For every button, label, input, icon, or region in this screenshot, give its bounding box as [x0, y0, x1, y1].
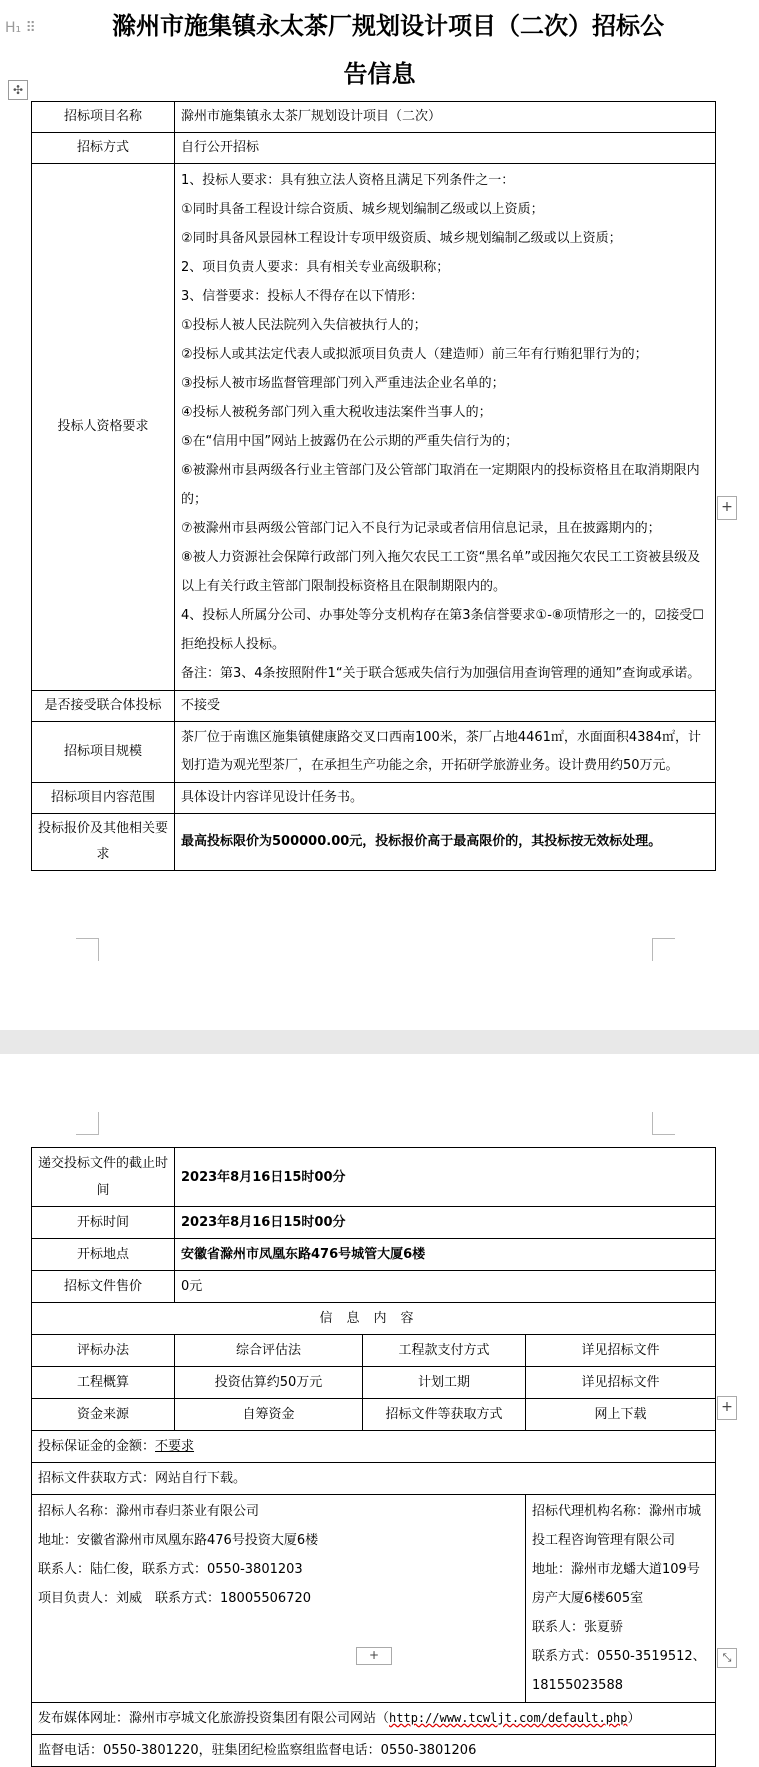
grid-cell: 投资估算约50万元 — [175, 1367, 363, 1399]
table-row — [32, 691, 716, 722]
tenderer-line: 项目负责人：刘威 联系方式：18005506720 — [38, 1591, 311, 1606]
media-row — [32, 1703, 716, 1735]
table-row — [32, 1703, 716, 1735]
media-label: 发布媒体网址：滁州市亭城文化旅游投资集团有限公司网站（ — [38, 1711, 390, 1726]
media-url-link[interactable]: http://www.tcwljt.com/default.php — [389, 1711, 628, 1725]
grid-cell: 自筹资金 — [175, 1399, 363, 1431]
table-row — [32, 722, 716, 783]
open-time-label: 开标时间 — [32, 1207, 175, 1239]
tenderer-line: 联系人：陆仁俊，联系方式：0550-3801203 — [38, 1562, 303, 1577]
qualification-line: 1、投标人要求：具有独立法人资格且满足下列条件之一： — [181, 173, 515, 188]
tenderer-info — [32, 1495, 526, 1703]
qualification-value — [175, 164, 716, 691]
tenderer-line: 招标人名称：滁州市春归茶业有限公司 — [38, 1504, 260, 1519]
doc-access-row: 招标文件获取方式：网站自行下载。 — [32, 1463, 716, 1495]
table-row — [32, 1735, 716, 1767]
table-row — [32, 133, 716, 164]
table-move-handle-icon[interactable]: ✣ — [8, 80, 28, 100]
project-name-label: 招标项目名称 — [32, 102, 175, 133]
qualification-line: ③投标人被市场监督管理部门列入严重违法企业名单的； — [181, 376, 505, 391]
open-place-value: 安徽省滁州市凤凰东路476号城管大厦6楼 — [175, 1239, 716, 1271]
price-value: 最高投标限价为500000.00元，投标报价高于最高限价的，其投标按无效标处理。 — [175, 814, 716, 871]
media-tail: ） — [627, 1711, 641, 1726]
grid-cell: 评标办法 — [32, 1335, 175, 1367]
bond-value: 不要求 — [155, 1439, 195, 1454]
grid-cell: 工程款支付方式 — [363, 1335, 526, 1367]
scale-label: 招标项目规模 — [32, 722, 175, 783]
method-label: 招标方式 — [32, 133, 175, 164]
info-section-header: 信息内容 — [32, 1303, 716, 1335]
add-column-button[interactable]: + — [717, 496, 737, 520]
table-row — [32, 1207, 716, 1239]
announcement-title-line-2: 告信息 — [343, 59, 416, 88]
grid-cell: 网上下载 — [526, 1399, 716, 1431]
qualification-line: ⑦被滁州市县两级公管部门记入不良行为记录或者信用信息记录，且在披露期内的； — [181, 521, 661, 536]
qualification-line: ⑤在“信用中国”网站上披露仍在公示期的严重失信行为的； — [181, 434, 519, 449]
grid-cell: 计划工期 — [363, 1367, 526, 1399]
heading-style-marker[interactable]: H₁ ⠿ — [5, 20, 36, 36]
joint-bid-value: 不接受 — [175, 691, 716, 722]
table-row — [32, 1271, 716, 1303]
grid-cell: 综合评估法 — [175, 1335, 363, 1367]
deadline-value: 2023年8月16日15时00分 — [175, 1148, 716, 1207]
table-row — [32, 1335, 716, 1367]
grid-cell: 详见招标文件 — [526, 1335, 716, 1367]
table-row — [32, 814, 716, 871]
table-row — [32, 1303, 716, 1335]
grid-cell: 招标文件等获取方式 — [363, 1399, 526, 1431]
agency-line: 联系方式：0550-3519512、18155023588 — [532, 1649, 706, 1693]
announcement-title-line-1: 滁州市施集镇永太茶厂规划设计项目（二次）招标公 — [112, 11, 664, 40]
table-row — [32, 783, 716, 814]
open-time-value: 2023年8月16日15时00分 — [175, 1207, 716, 1239]
supervision-row: 监督电话：0550-3801220，驻集团纪检监察组监督电话：0550-3801206 — [32, 1735, 716, 1767]
add-column-button[interactable]: + — [717, 1396, 737, 1420]
tenderer-line: 地址：安徽省滁州市凤凰东路476号投资大厦6楼 — [38, 1533, 319, 1548]
qualification-line: ①投标人被人民法院列入失信被执行人的； — [181, 318, 427, 333]
bid-schedule-table — [31, 1147, 716, 1767]
qualification-line: ①同时具备工程设计综合资质、城乡规划编制乙级或以上资质； — [181, 202, 544, 217]
page-corner-mark — [76, 938, 99, 961]
bond-label: 投标保证金的金额： — [38, 1439, 156, 1454]
qualification-line: 备注：第3、4条按照附件1“关于联合惩戒失信行为加强信用查询管理的通知”查询或承诺。 — [181, 666, 701, 681]
page-separator — [0, 1030, 759, 1054]
table-row — [32, 164, 716, 691]
qualification-line: 2、项目负责人要求：具有相关专业高级职称； — [181, 260, 450, 275]
scope-value: 具体设计内容详见设计任务书。 — [175, 783, 716, 814]
doc-price-value: 0元 — [175, 1271, 716, 1303]
page-corner-mark — [76, 1112, 99, 1135]
qualification-line: 3、信誉要求：投标人不得存在以下情形： — [181, 289, 424, 304]
qualification-line: ④投标人被税务部门列入重大税收违法案件当事人的； — [181, 405, 492, 420]
table-row — [32, 1148, 716, 1207]
table-row — [32, 1239, 716, 1271]
agency-line: 招标代理机构名称：滁州市城投工程咨询管理有限公司 — [532, 1504, 702, 1548]
qualification-line: ⑧被人力资源社会保障行政部门列入拖欠农民工工资“黑名单”或因拖欠农民工工资被县级及以上有关行政主管部门限制投标资格且在限制期限内的。 — [181, 550, 701, 594]
page-corner-mark — [652, 1112, 675, 1135]
project-name-value: 滁州市施集镇永太茶厂规划设计项目（二次） — [175, 102, 716, 133]
page-corner-mark — [652, 938, 675, 961]
table-row — [32, 1431, 716, 1463]
bond-row — [32, 1431, 716, 1463]
joint-bid-label: 是否接受联合体投标 — [32, 691, 175, 722]
table-row — [32, 1399, 716, 1431]
qualification-line: ⑥被滁州市县两级各行业主管部门及公管部门取消在一定期限内的投标资格且在取消期限内的； — [181, 463, 700, 507]
add-row-button[interactable]: + — [356, 1647, 392, 1665]
qualification-line: 4、投标人所属分公司、办事处等分支机构存在第3条信誉要求①-⑧项情形之一的，☑接受☐拒绝投标人投标。 — [181, 608, 704, 652]
bid-info-table — [31, 101, 716, 871]
qualification-line: ②投标人或其法定代表人或拟派项目负责人（建造师）前三年有行贿犯罪行为的； — [181, 347, 648, 362]
grid-cell: 资金来源 — [32, 1399, 175, 1431]
agency-line: 地址：滁州市龙蟠大道109号房产大厦6楼605室 — [532, 1562, 700, 1606]
scale-value: 茶厂位于南谯区施集镇健康路交叉口西南100米，茶厂占地4461㎡，水面面积4384㎡，计划打造为观光型茶厂，在承担生产功能之余，开拓研学旅游业务。设计费用约50万元。 — [175, 722, 716, 783]
agency-line: 联系人：张夏骄 — [532, 1620, 624, 1635]
grid-cell: 详见招标文件 — [526, 1367, 716, 1399]
price-label: 投标报价及其他相关要求 — [32, 814, 175, 871]
qualification-line: ②同时具备风景园林工程设计专项甲级资质、城乡规划编制乙级或以上资质； — [181, 231, 622, 246]
open-place-label: 开标地点 — [32, 1239, 175, 1271]
doc-price-label: 招标文件售价 — [32, 1271, 175, 1303]
qualification-label: 投标人资格要求 — [32, 164, 175, 691]
grid-cell: 工程概算 — [32, 1367, 175, 1399]
table-row — [32, 102, 716, 133]
table-resize-handle-icon[interactable]: ⤡ — [717, 1648, 737, 1668]
table-row — [32, 1367, 716, 1399]
agency-info — [526, 1495, 716, 1703]
method-value: 自行公开招标 — [175, 133, 716, 164]
scope-label: 招标项目内容范围 — [32, 783, 175, 814]
table-row — [32, 1495, 716, 1703]
table-row — [32, 1463, 716, 1495]
deadline-label: 递交投标文件的截止时间 — [32, 1148, 175, 1207]
